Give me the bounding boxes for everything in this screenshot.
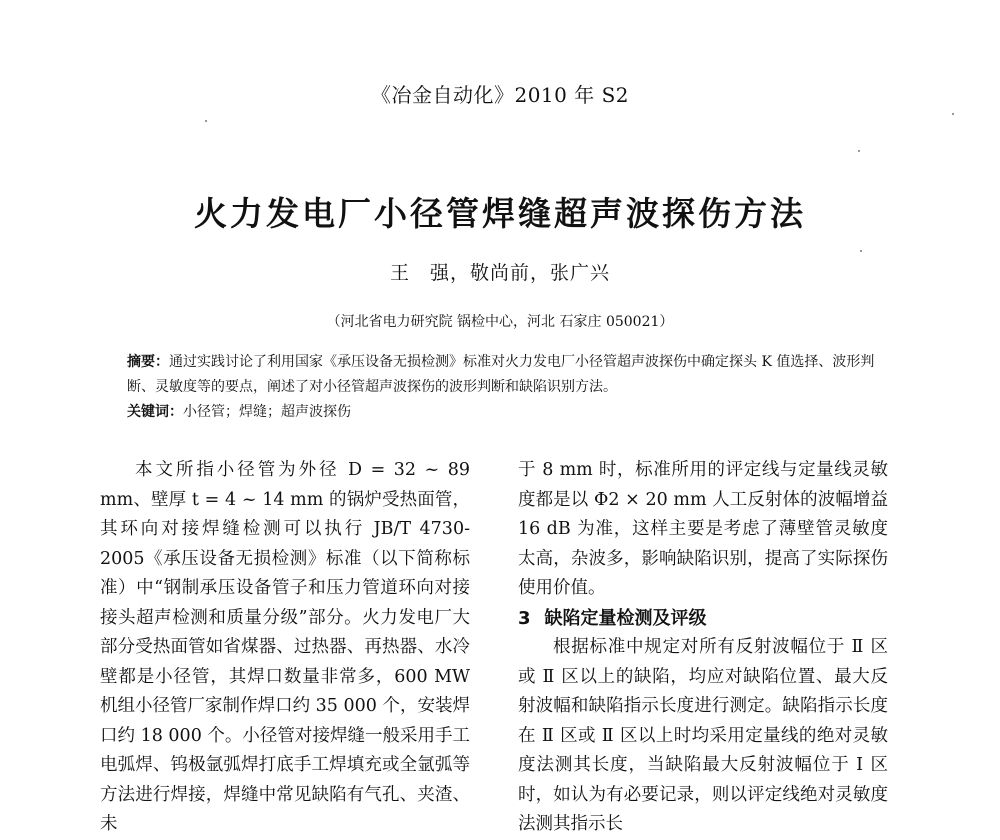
scan-speck [860, 250, 862, 252]
keywords-text: 小径管；焊缝；超声波探伤 [183, 404, 351, 420]
section-title: 缺陷定量检测及评级 [544, 607, 707, 629]
scan-speck [952, 113, 954, 115]
abstract-label: 摘要： [127, 354, 169, 370]
scan-speck [205, 120, 207, 122]
section-number: 3 [518, 607, 531, 629]
left-column [100, 456, 470, 840]
affiliation: （河北省电力研究院 锅检中心，河北 石家庄 050021） [326, 314, 674, 330]
intro-paragraph: 本文所指小径管为外径 D = 32 ~ 89 mm、壁厚 t = 4 ~ 14 mm 的锅炉受热面管，其环向对接焊缝检测可以执行 JB/T 4730-2005《承压设备无损检测》标准（以下简称标准）中“钢制承压设备管子和压力管道环向对接接头超声检测和质量分级”部分。火力发电厂大部分受热面管如省煤器、过热器、再热器、水冷壁都是小径管，其焊口数量非常多，600 MW 机组小径管厂家制作焊口约 35 000 个，安装焊口约 18 000 个。小径管对接焊缝一般采用手工电弧焊、钨极氩弧焊打底手工焊填充或全氩弧等方法进行焊接，焊缝中常见缺陷有气孔、夹渣、未 [100, 460, 470, 834]
right-paragraph-2: 根据标准中规定对所有反射波幅位于 Ⅱ 区或 Ⅱ 区以上的缺陷，均应对缺陷位置、最大反射波幅和缺陷指示长度进行测定。缺陷指示长度在 Ⅱ 区或 Ⅱ 区以上时均采用定量线的绝对灵敏度法测其长度，当缺陷最大反射波幅位于 Ⅰ 区时，如认为有必要记录，则以评定线绝对灵敏度法测其指示长 [518, 637, 888, 834]
section-heading [518, 604, 888, 634]
authors: 王 强，敬尚前，张广兴 [389, 262, 610, 284]
right-column [518, 456, 888, 840]
journal-header: 《冶金自动化》2010 年 S2 [370, 83, 630, 107]
right-paragraph-1: 于 8 mm 时，标准所用的评定线与定量线灵敏度都是以 Φ2 × 20 mm 人工反射体的波幅增益 16 dB 为准，这样主要是考虑了薄壁管灵敏度太高，杂波多，影响缺陷识别，提高了实际探伤使用价值。 [518, 460, 888, 598]
keywords [127, 400, 887, 425]
abstract-block [127, 350, 887, 425]
keywords-label: 关键词： [127, 404, 183, 420]
article-title: 火力发电厂小径管焊缝超声波探伤方法 [194, 194, 806, 233]
scan-speck [858, 150, 860, 152]
abstract-text: 通过实践讨论了利用国家《承压设备无损检测》标准对火力发电厂小径管超声波探伤中确定探头 K 值选择、波形判断、灵敏度等的要点，阐述了对小径管超声波探伤的波形判断和缺陷识别方法。 [127, 354, 875, 395]
abstract [127, 350, 887, 400]
